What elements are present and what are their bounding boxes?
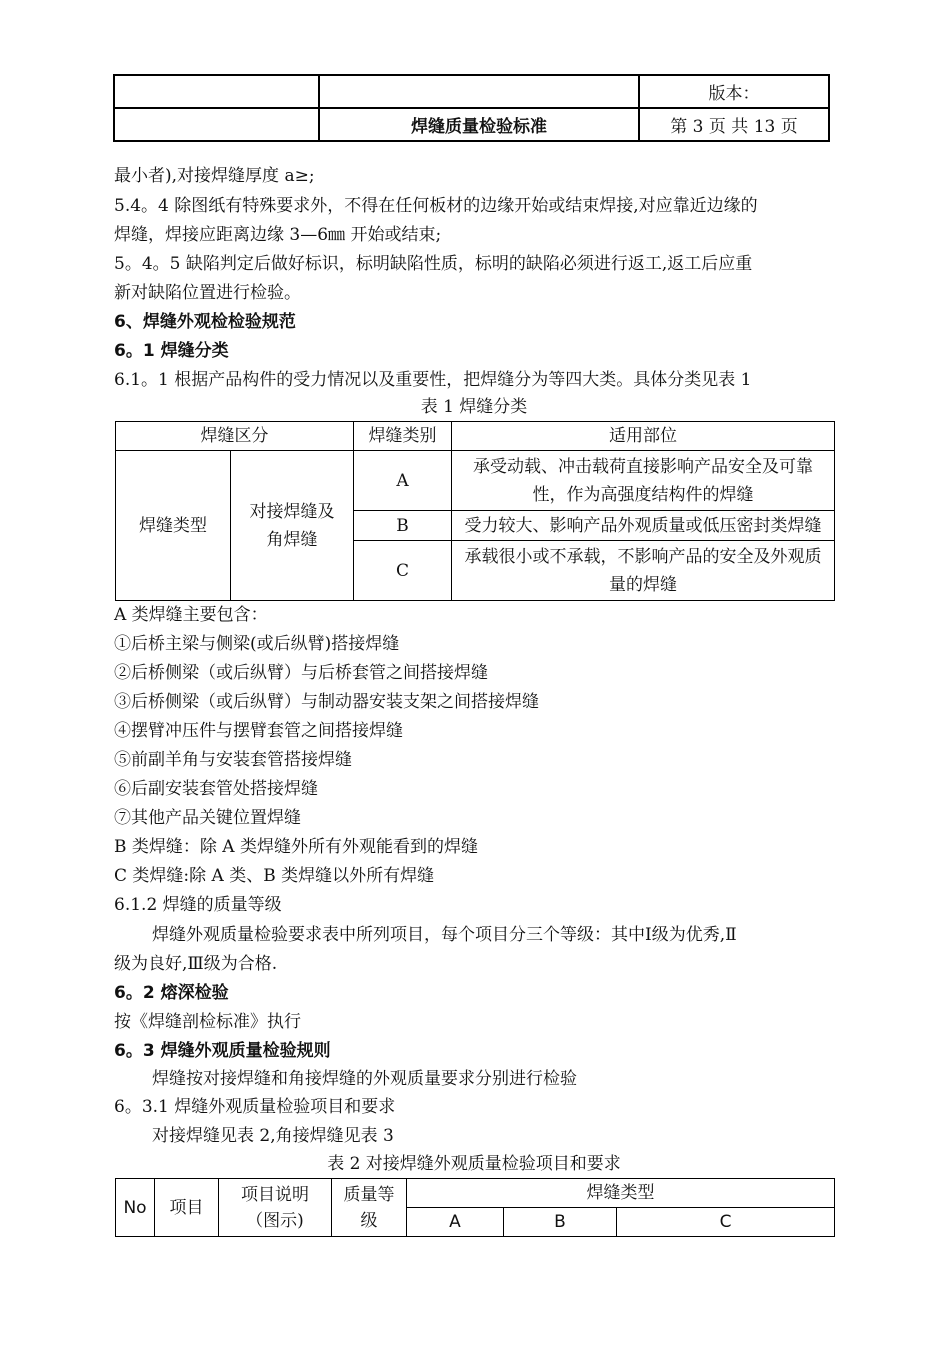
list-item: ⑤前副羊角与安装套管搭接焊缝 <box>114 750 352 770</box>
table-cell: 承受动载、冲击载荷直接影响产品安全及可靠性，作为高强度结构件的焊缝 <box>452 451 835 511</box>
text-line: A 类焊缝主要包含： <box>114 605 268 625</box>
table-header: 焊缝类型 <box>407 1179 835 1208</box>
list-item: ⑦其他产品关键位置焊缝 <box>114 808 301 828</box>
text-line: 6。3.1 焊缝外观质量检验项目和要求 <box>114 1097 396 1117</box>
table-cell: B <box>354 511 452 541</box>
text-line: 新对缺陷位置进行检验。 <box>114 283 301 303</box>
text-line: 5.4。4 除图纸有特殊要求外，不得在任何板材的边缘开始或结束焊接,对应靠近边缘的 <box>114 196 758 216</box>
text-line: C 类焊缝:除 A 类、B 类焊缝以外所有焊缝 <box>114 866 435 886</box>
page-number: 第 3 页 共 13 页 <box>639 108 829 141</box>
section-heading: 6。2 熔深检验 <box>114 983 229 1003</box>
document-header <box>113 74 830 142</box>
table-cell: 焊缝类型 <box>116 451 231 601</box>
text-line: 6.1。1 根据产品构件的受力情况以及重要性，把焊缝分为等四大类。具体分类见表 1 <box>114 370 752 390</box>
table-cell: 承载很小或不承载，不影响产品的安全及外观质量的焊缝 <box>452 541 835 601</box>
table-header: 适用部位 <box>452 422 835 451</box>
document-title: 焊缝质量检验标准 <box>319 108 639 141</box>
table-caption: 表 2 对接焊缝外观质量检验项目和要求 <box>327 1154 621 1174</box>
table-header: C <box>617 1208 835 1237</box>
table-header: A <box>407 1208 504 1237</box>
table-cell: C <box>354 541 452 601</box>
table-header: 焊缝类别 <box>354 422 452 451</box>
table-header: No <box>116 1179 155 1237</box>
weld-classification-table <box>115 421 835 601</box>
text-line: 最小者),对接焊缝厚度 a≥; <box>114 166 315 186</box>
table-cell: 对接焊缝及角焊缝 <box>231 451 354 601</box>
header-empty-cell <box>319 75 639 108</box>
table-header: 项目 <box>155 1179 219 1237</box>
table-header: B <box>504 1208 617 1237</box>
text-line: 级为良好,Ⅲ级为合格. <box>114 954 278 974</box>
list-item: ①后桥主梁与侧梁(或后纵臂)搭接焊缝 <box>114 634 400 654</box>
text-line: 焊缝，焊接应距离边缘 3—6㎜ 开始或结束; <box>114 225 442 245</box>
table-header: 焊缝区分 <box>116 422 354 451</box>
butt-weld-inspection-table <box>115 1178 835 1237</box>
list-item: ③后桥侧梁（或后纵臂）与制动器安装支架之间搭接焊缝 <box>114 692 539 712</box>
text-line: B 类焊缝：除 A 类焊缝外所有外观能看到的焊缝 <box>114 837 478 857</box>
list-item: ④摆臂冲压件与摆臂套管之间搭接焊缝 <box>114 721 403 741</box>
table-cell: A <box>354 451 452 511</box>
text-line: 焊缝按对接焊缝和角接焊缝的外观质量要求分别进行检验 <box>152 1069 577 1089</box>
text-line: 按《焊缝剖检标准》执行 <box>114 1012 301 1032</box>
list-item: ⑥后副安装套管处搭接焊缝 <box>114 779 318 799</box>
version-label: 版本： <box>639 75 829 108</box>
section-heading: 6、焊缝外观检检验规范 <box>114 312 296 332</box>
list-item: ②后桥侧梁（或后纵臂）与后桥套管之间搭接焊缝 <box>114 663 488 683</box>
section-heading: 6。3 焊缝外观质量检验规则 <box>114 1041 331 1061</box>
table-cell: 受力较大、影响产品外观质量或低压密封类焊缝 <box>452 511 835 541</box>
table-header: 项目说明（图示) <box>219 1179 332 1237</box>
table-header: 质量等级 <box>332 1179 407 1237</box>
header-empty-cell <box>114 75 319 108</box>
text-line: 焊缝外观质量检验要求表中所列项目，每个项目分三个等级：其中Ⅰ级为优秀,Ⅱ <box>152 925 737 945</box>
text-line: 5。4。5 缺陷判定后做好标识，标明缺陷性质，标明的缺陷必须进行返工,返工后应重 <box>114 254 753 274</box>
section-heading: 6。1 焊缝分类 <box>114 341 229 361</box>
header-empty-cell <box>114 108 319 141</box>
table-caption: 表 1 焊缝分类 <box>420 397 528 417</box>
text-line: 对接焊缝见表 2,角接焊缝见表 3 <box>152 1126 394 1146</box>
text-line: 6.1.2 焊缝的质量等级 <box>114 895 282 915</box>
